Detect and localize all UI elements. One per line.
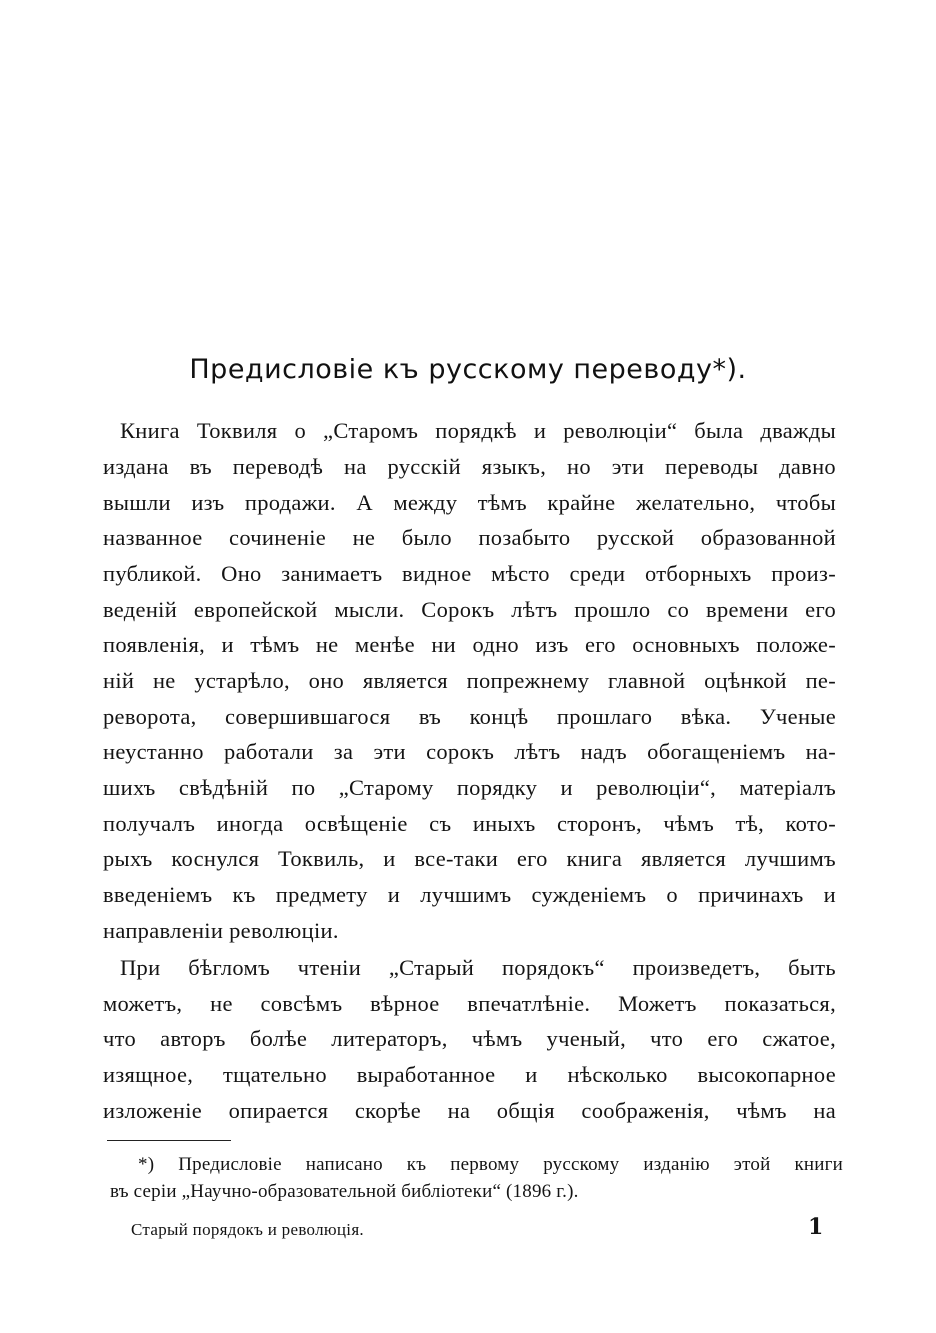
text-line: рыхъ коснулся Токвиль, и все-таки его книга является лучшимъ — [103, 846, 836, 871]
text-line: вышли изъ продажи. А между тѣмъ крайне желательно, чтобы — [103, 490, 836, 515]
footnote-line: *) Предисловіе написано къ первому русскому изданію этой книги — [138, 1154, 843, 1175]
page-number: 1 — [808, 1214, 824, 1240]
text-line: При бѣгломъ чтеніи „Старый порядокъ“ произведетъ, быть — [120, 955, 836, 980]
footnote-line: въ серіи „Научно-образовательной библіотеки“ (1896 г.). — [110, 1181, 579, 1202]
text-line: публикой. Оно занимаетъ видное мѣсто среди отборныхъ произ- — [103, 561, 836, 586]
text-line: реворота, совершившагося въ концѣ прошлаго вѣка. Ученые — [103, 704, 836, 729]
text-line: изящное, тщательно выработанное и нѣсколько высокопарное — [103, 1062, 836, 1087]
text-line: шихъ свѣдѣній по „Старому порядку и революціи“, матеріалъ — [103, 775, 836, 800]
text-line: Книга Токвиля о „Старомъ порядкѣ и революціи“ была дважды — [120, 418, 836, 443]
text-line: неустанно работали за эти сорокъ лѣтъ надъ обогащеніемъ на- — [103, 739, 836, 764]
text-line: изложеніе опирается скорѣе на общія соображенія, чѣмъ на — [103, 1098, 836, 1123]
text-line: получалъ иногда освѣщеніе съ иныхъ сторонъ, чѣмъ тѣ, кото- — [103, 811, 836, 836]
footnote-separator — [107, 1140, 231, 1141]
text-line: названное сочиненіе не было позабыто русской образованной — [103, 525, 836, 550]
text-line: направленіи революціи. — [103, 918, 339, 943]
text-line: введеніемъ къ предмету и лучшимъ сужденіемъ о причинахъ и — [103, 882, 836, 907]
text-line: ній не устарѣло, оно является попрежнему главной оцѣнкой пе- — [103, 668, 836, 693]
text-line: появленія, и тѣмъ не менѣе ни одно изъ его основныхъ положе- — [103, 632, 836, 657]
text-line: что авторъ болѣе литераторъ, чѣмъ ученый, что его сжатое, — [103, 1026, 836, 1051]
running-title: Старый порядокъ и революція. — [131, 1220, 364, 1239]
text-line: веденій европейской мысли. Сорокъ лѣтъ прошло со времени его — [103, 597, 836, 622]
page-title: Предисловіе къ русскому переводу*). — [189, 354, 747, 385]
text-line: можетъ, не совсѣмъ вѣрное впечатлѣніе. Можетъ показаться, — [103, 991, 836, 1016]
text-line: издана въ переводѣ на русскій языкъ, но эти переводы давно — [103, 454, 836, 479]
